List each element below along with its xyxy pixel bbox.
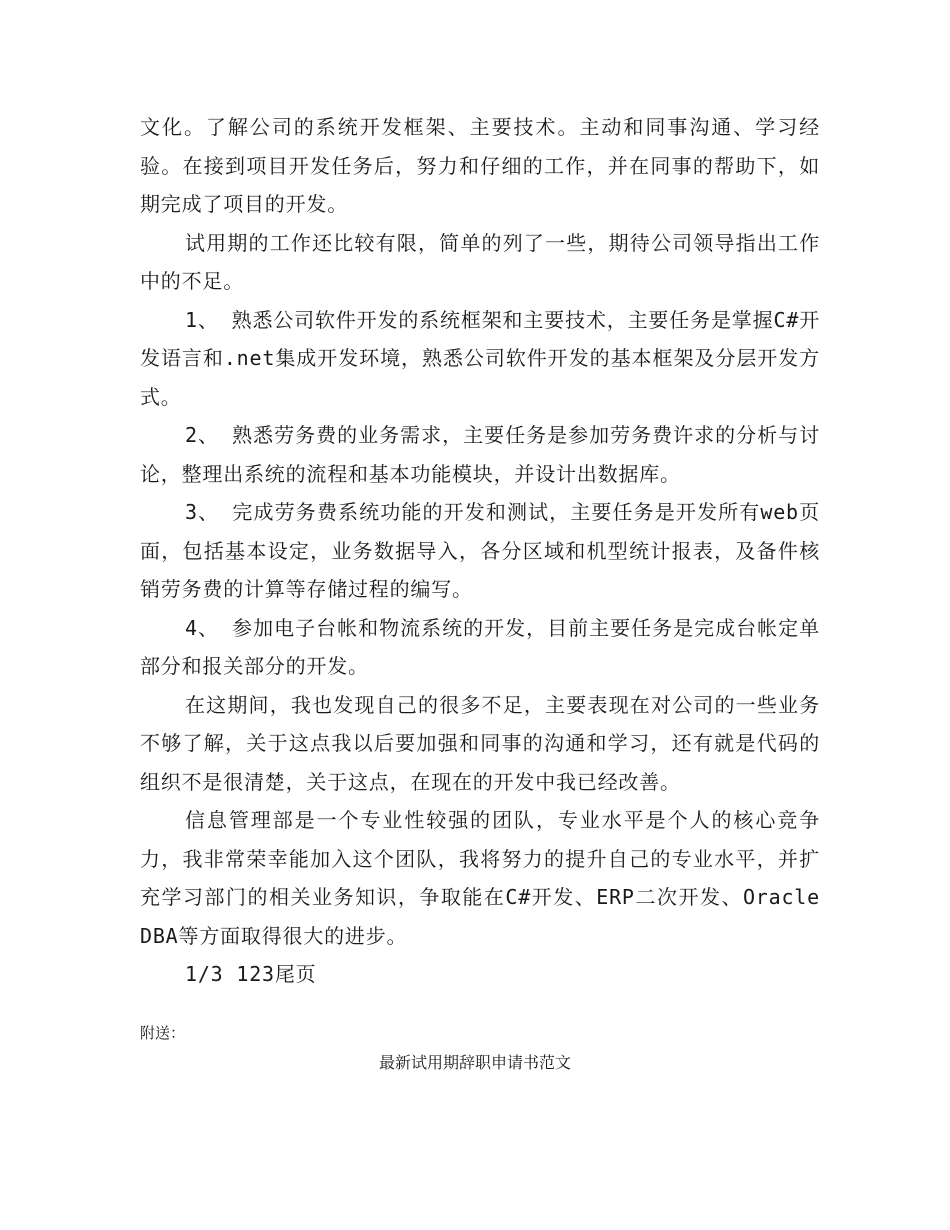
paragraph-intro-continuation: 文化。了解公司的系统开发框架、主要技术。主动和同事沟通、学习经验。在接到项目开发任务后，努力和仔细的工作，并在同事的帮助下，如期完成了项目的开发。 <box>140 115 820 216</box>
paragraph-shortcomings: 在这期间，我也发现自己的很多不足，主要表现在对公司的一些业务不够了解，关于这点我以后要加强和同事的沟通和学习，还有就是代码的组织不是很清楚，关于这点，在现在的开发中我已经改善。 <box>140 692 820 794</box>
appendix-title: 最新试用期辞职申请书范文 <box>378 1053 571 1072</box>
paragraph-item-1: 1、 熟悉公司软件开发的系统框架和主要技术，主要任务是掌握C#开发语言和.net集成开发环境，熟悉公司软件开发的基本框架及分层开发方式。 <box>140 307 820 409</box>
paragraph-summary: 试用期的工作还比较有限，简单的列了一些，期待公司领导指出工作中的不足。 <box>140 230 820 293</box>
paragraph-item-3: 3、 完成劳务费系统功能的开发和测试，主要任务是开发所有web页面，包括基本设定，业务数据导入，各分区域和机型统计报表，及备件核销劳务费的计算等存储过程的编写。 <box>140 500 820 601</box>
paragraph-team: 信息管理部是一个专业性较强的团队，专业水平是个人的核心竞争力，我非常荣幸能加入这个团队，我将努力的提升自己的专业水平，并扩充学习部门的相关业务知识，争取能在C#开发、ERP二次开发、Oracle DBA等方面取得很大的进步。 <box>140 808 820 948</box>
paragraph-item-2: 2、 熟悉劳务费的业务需求，主要任务是参加劳务费许求的分析与讨论，整理出系统的流程和基本功能模块，并设计出数据库。 <box>140 423 820 486</box>
appendix-label: 附送： <box>140 1024 186 1042</box>
document-body <box>140 108 820 994</box>
page-indicator: 1/3 123尾页 <box>185 962 317 986</box>
paragraph-item-4: 4、 参加电子台帐和物流系统的开发，目前主要任务是完成台帐定单部分和报关部分的开发。 <box>140 615 820 678</box>
